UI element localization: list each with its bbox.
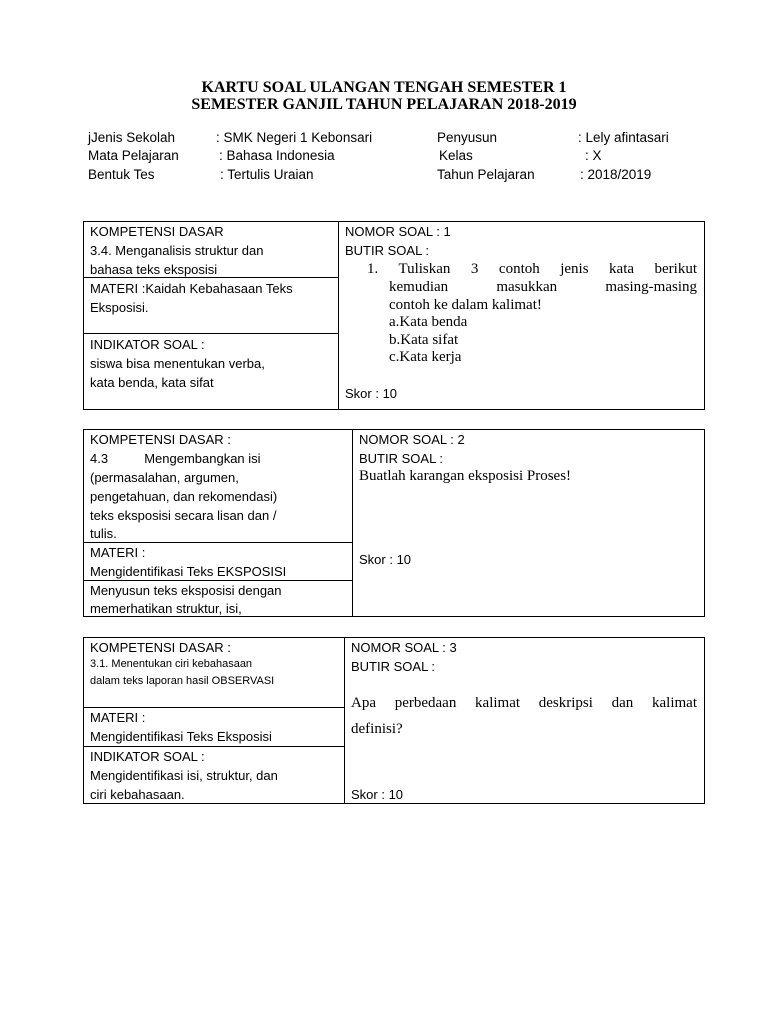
tahun-pelajaran-value: : 2018/2019 [580,167,652,182]
card-2-butir-soal: BUTIR SOAL : [359,451,444,466]
card-3-question-line1: Apa perbedaan kalimat deskripsi dan kalimat [351,695,697,711]
card-1-option-b: b.Kata sifat [389,332,459,348]
card-1-row-divider-2 [83,333,339,334]
card-1-indikator-line1: siswa bisa menentukan verba, [90,356,265,371]
card-2-kd-line4: teks eksposisi secara lisan dan / [90,508,277,523]
card-1-question-line3: contoh ke dalam kalimat! [389,297,542,313]
card-2-column-divider [352,429,353,617]
jenis-sekolah-value: : SMK Negeri 1 Kebonsari [216,130,373,145]
card-3-skor: Skor : 10 [351,787,404,802]
card-3-indikator-label: INDIKATOR SOAL : [90,749,205,764]
card-2-kd-label: KOMPETENSI DASAR : [90,432,231,447]
card-2-kd-line1: 4.3 Mengembangkan isi [90,451,261,466]
card-3-kd-line2: dalam teks laporan hasil OBSERVASI [90,675,275,687]
card-1-skor: Skor : 10 [345,386,398,401]
card-1-butir-soal: BUTIR SOAL : [345,243,430,258]
card-1-indikator-line2: kata benda, kata sifat [90,375,214,390]
card-1-kd-line1: 3.4. Menganalisis struktur dan [90,243,264,258]
card-3-column-divider [344,637,345,804]
card-3-materi-line: Mengidentifikasi Teks Eksposisi [90,729,272,744]
mata-pelajaran-label: Mata Pelajaran [88,148,179,163]
card-1-kd-label: KOMPETENSI DASAR [90,224,224,239]
card-2-nomor-soal: NOMOR SOAL : 2 [359,432,465,447]
card-1-kd-line2: bahasa teks eksposisi [90,262,218,277]
card-2-kd-line3: pengetahuan, dan rekomendasi) [90,489,278,504]
card-2-kd-line5: tulis. [90,526,117,541]
bentuk-tes-value: : Tertulis Uraian [220,167,314,182]
card-3-kd-line1: 3.1. Menentukan ciri kebahasaan [90,658,253,670]
card-1-question-line2: kemudian masukkan masing-masing [389,279,697,295]
kelas-label: Kelas [439,148,473,163]
card-3-nomor-soal: NOMOR SOAL : 3 [351,640,457,655]
card-2-extra-line1: Menyusun teks eksposisi dengan [90,583,282,598]
card-2-skor: Skor : 10 [359,552,412,567]
penyusun-value: : Lely afintasari [578,130,669,145]
card-1-nomor-soal: NOMOR SOAL : 1 [345,224,451,239]
bentuk-tes-label: Bentuk Tes [88,167,155,182]
card-3-butir-soal: BUTIR SOAL : [351,659,436,674]
card-3-kd-label: KOMPETENSI DASAR : [90,640,231,655]
card-3-indikator-line2: ciri kebahasaan. [90,787,185,802]
kelas-value: : X [585,148,602,163]
card-1-option-c: c.Kata kerja [389,349,462,365]
card-1-question-line1: 1. Tuliskan 3 contoh jenis kata berikut [367,261,697,277]
document-title-line1: KARTU SOAL ULANGAN TENGAH SEMESTER 1 [201,79,567,96]
card-2-extra-line2: memerhatikan struktur, isi, [90,601,242,616]
card-1-column-divider [338,221,339,410]
card-2-kd-line2: (permasalahan, argumen, [90,470,239,485]
card-2-materi-label: MATERI : [90,545,146,560]
card-1-materi-line2: Eksposisi. [90,300,149,315]
card-3-question-line2: definisi? [351,721,403,737]
card-2-question: Buatlah karangan eksposisi Proses! [359,468,572,484]
mata-pelajaran-value: : Bahasa Indonesia [219,148,335,163]
card-3-materi-label: MATERI : [90,710,146,725]
card-1-materi-line1: MATERI :Kaidah Kebahasaan Teks [90,281,293,296]
card-1-option-a: a.Kata benda [389,314,468,330]
jenis-sekolah-label: jJenis Sekolah [88,130,176,145]
card-2-materi-line: Mengidentifikasi Teks EKSPOSISI [90,564,287,579]
card-1-indikator-label: INDIKATOR SOAL : [90,337,205,352]
tahun-pelajaran-label: Tahun Pelajaran [437,167,535,182]
penyusun-label: Penyusun [437,130,498,145]
card-3-indikator-line1: Mengidentifikasi isi, struktur, dan [90,768,278,783]
document-title-line2: SEMESTER GANJIL TAHUN PELAJARAN 2018-2019 [191,96,577,113]
